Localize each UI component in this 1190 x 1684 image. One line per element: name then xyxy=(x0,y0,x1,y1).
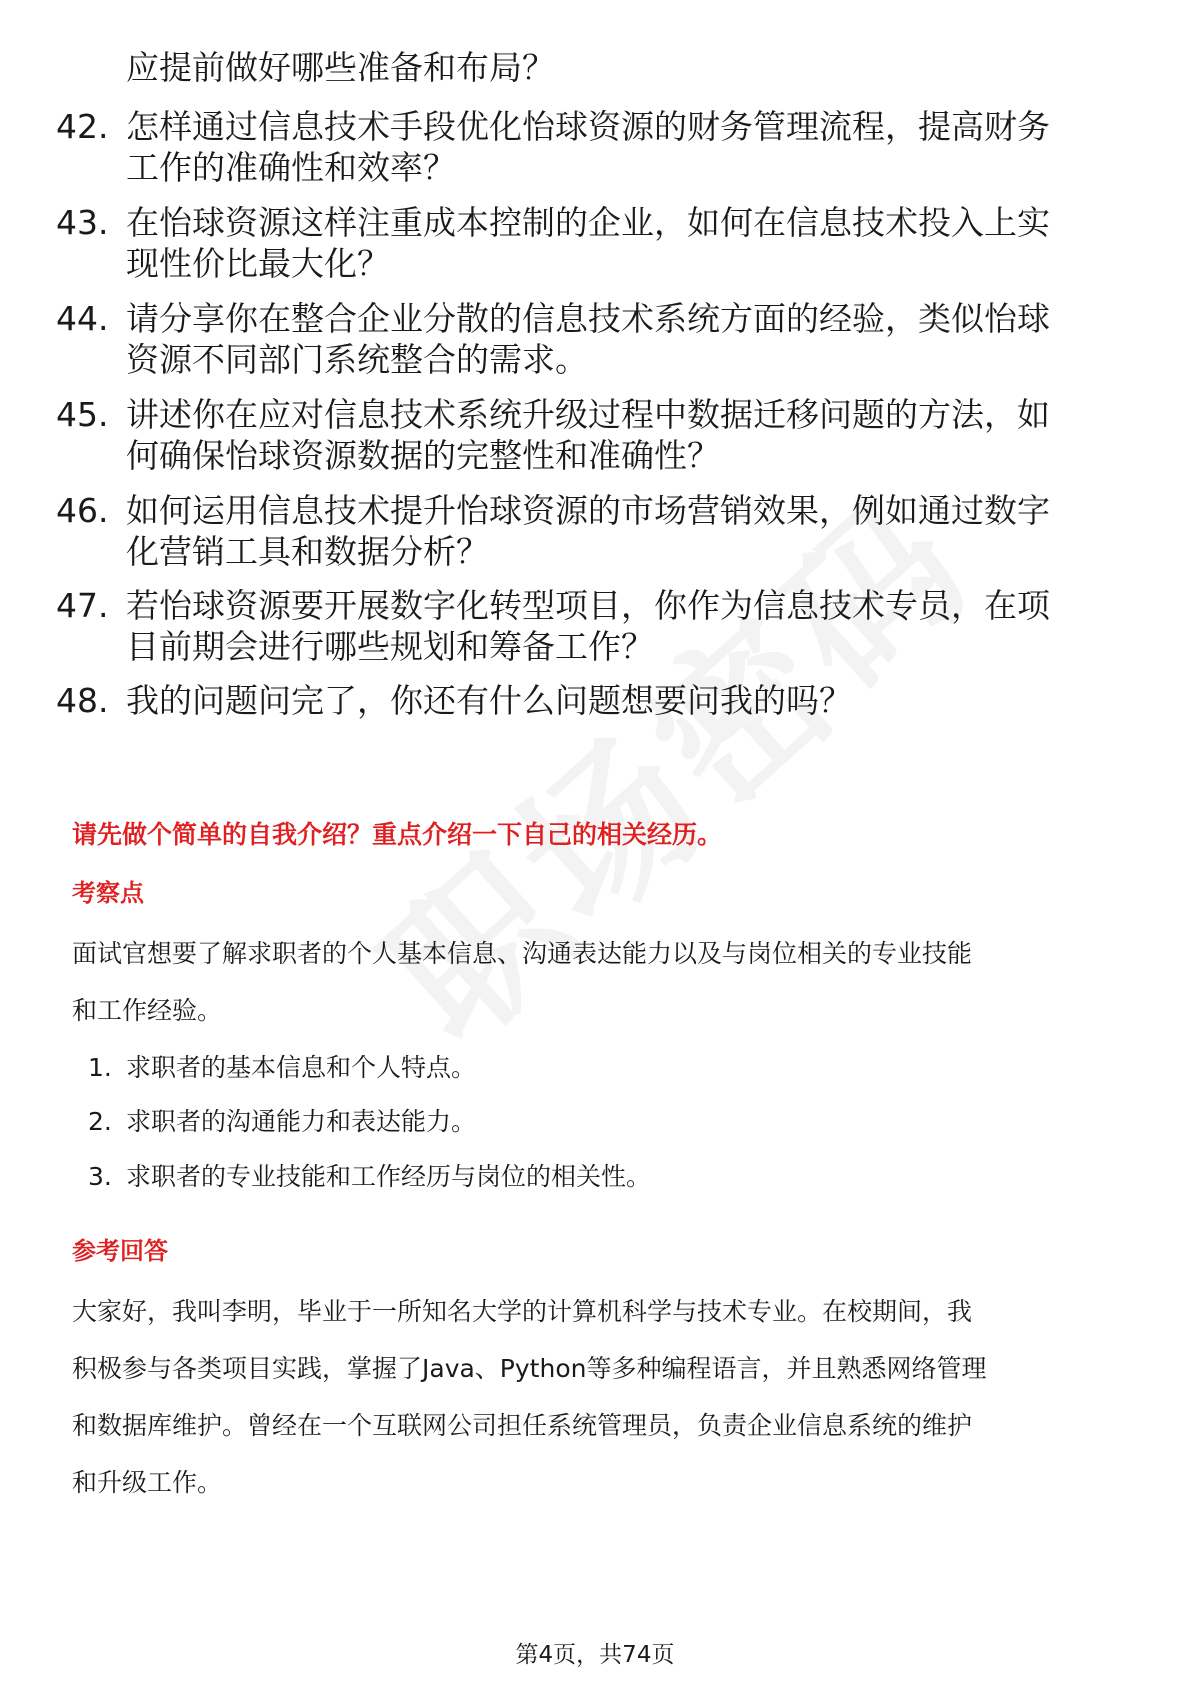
question-text: 请分享你在整合企业分散的信息技术系统方面的经验，类似怡球 资源不同部门系统整合的需求。 xyxy=(126,299,1050,379)
question-text: 应提前做好哪些准备和布局？ xyxy=(126,48,555,87)
question-number: 43. xyxy=(56,203,109,242)
question-number: 42. xyxy=(56,107,109,146)
question-number: 45. xyxy=(56,395,109,434)
question-text: 若怡球资源要开展数字化转型项目，你作为信息技术专员，在项 目前期会进行哪些规划和筹备工作？ xyxy=(126,586,1050,666)
question-text: 在怡球资源这样注重成本控制的企业，如何在信息技术投入上实 现性价比最大化？ xyxy=(126,203,1050,283)
answer-paragraph: 大家好，我叫李明，毕业于一所知名大学的计算机科学与技术专业。在校期间，我 积极参与各类项目实践，掌握了Java、Python等多种编程语言，并且熟悉网络管理 和数据库维护。曾经在一个互联网公司担任系统管理员，负责企业信息系统的维护 和升级工作。 xyxy=(72,1297,987,1497)
question-text: 我的问题问完了，你还有什么问题想要问我的吗？ xyxy=(126,681,852,720)
list-number: 3. xyxy=(88,1162,112,1191)
section-title: 请先做个简单的自我介绍？重点介绍一下自己的相关经历。 xyxy=(72,820,723,849)
question-number: 46. xyxy=(56,491,109,530)
question-number: 47. xyxy=(56,586,109,625)
answer-heading: 参考回答 xyxy=(72,1237,168,1265)
question-text: 怎样通过信息技术手段优化怡球资源的财务管理流程，提高财务 工作的准确性和效率？ xyxy=(126,107,1050,187)
question-number: 48. xyxy=(56,681,109,720)
focus-heading: 考察点 xyxy=(72,879,144,907)
list-text: 求职者的沟通能力和表达能力。 xyxy=(126,1107,477,1136)
focus-intro: 面试官想要了解求职者的个人基本信息、沟通表达能力以及与岗位相关的专业技能 和工作经验。 xyxy=(72,939,973,1025)
list-number: 1. xyxy=(88,1053,112,1082)
page-footer: 第4页，共74页 xyxy=(515,1642,675,1668)
list-number: 2. xyxy=(88,1107,112,1136)
question-text: 如何运用信息技术提升怡球资源的市场营销效果，例如通过数字 化营销工具和数据分析？ xyxy=(126,491,1050,571)
question-number: 44. xyxy=(56,299,109,338)
question-text: 讲述你在应对信息技术系统升级过程中数据迁移问题的方法，如 何确保怡球资源数据的完整性和准确性？ xyxy=(126,395,1050,475)
list-text: 求职者的专业技能和工作经历与岗位的相关性。 xyxy=(126,1162,652,1191)
list-text: 求职者的基本信息和个人特点。 xyxy=(126,1053,477,1082)
